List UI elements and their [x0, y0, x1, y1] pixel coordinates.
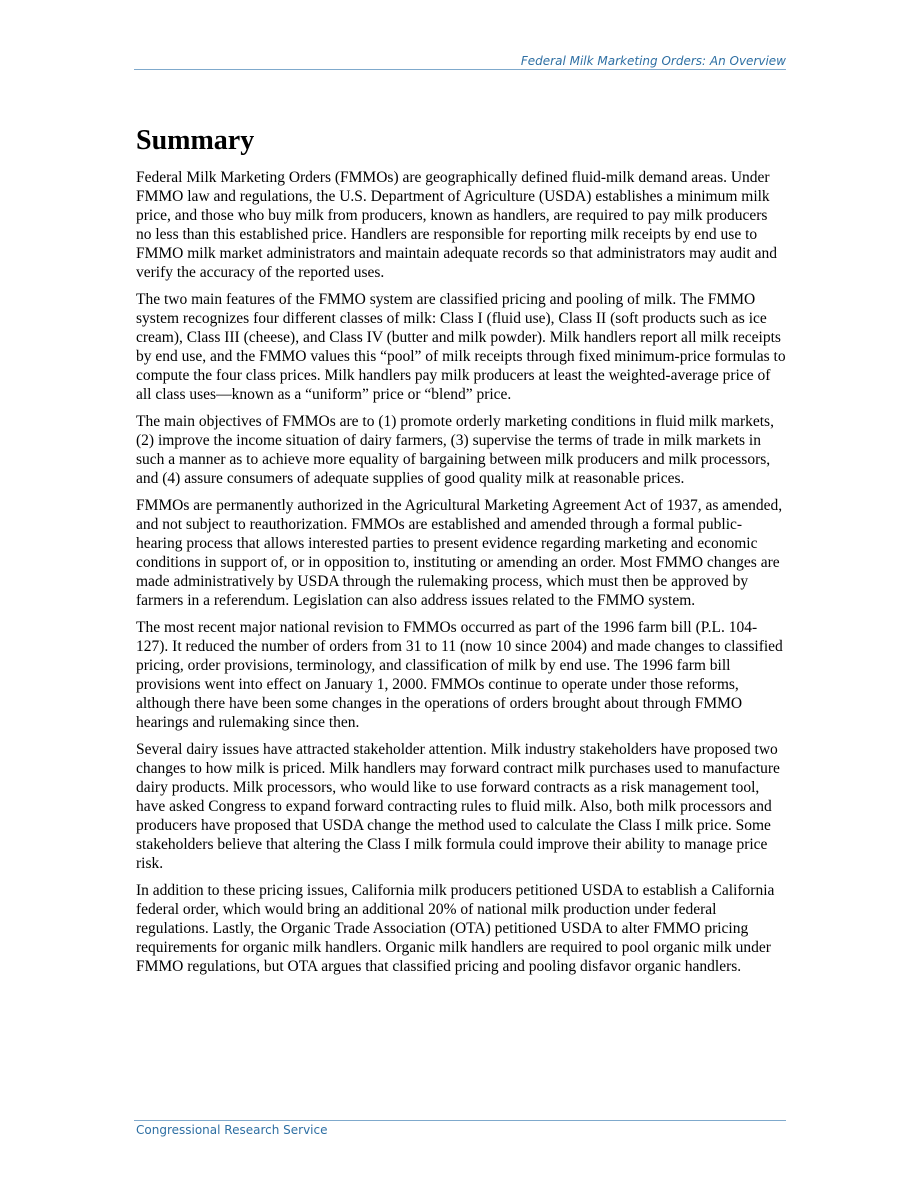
paragraph-1: Federal Milk Marketing Orders (FMMOs) are geographically defined fluid-milk demand areas. Under FMMO law and regulations, the U.S. Department of Agriculture (USDA) establishes a minimum milk price, and those who buy milk from producers, known as handlers, are required to pay milk producers no less than this established price. Handlers are responsible for reporting milk receipts by end use to FMMO milk market administrators and maintain adequate records so that administrators may audit and verify the accuracy of the reported uses. [136, 169, 777, 281]
running-footer: Congressional Research Service [136, 1123, 328, 1137]
section-heading: Summary [136, 125, 255, 156]
paragraph-4: FMMOs are permanently authorized in the Agricultural Marketing Agreement Act of 1937, as amended, and not subject to reauthorization. FMMOs are established and amended through a formal public-hearing process that allows interested parties to present evidence regarding marketing and economic conditions in support of, or in opposition to, instituting or amending an order. Most FMMO changes are made administratively by USDA through the rulemaking process, which must then be approved by farmers in a referendum. Legislation can also address issues related to the FMMO system. [136, 497, 783, 609]
paragraph-7: In addition to these pricing issues, California milk producers petitioned USDA to establish a California federal order, which would bring an additional 20% of national milk production under federal regulations. Lastly, the Organic Trade Association (OTA) petitioned USDA to alter FMMO pricing requirements for organic milk handlers. Organic milk handlers are required to pool organic milk under FMMO regulations, but OTA argues that classified pricing and pooling disfavor organic handlers. [136, 882, 775, 975]
header-divider [134, 69, 786, 70]
paragraph-3: The main objectives of FMMOs are to (1) promote orderly marketing conditions in fluid milk markets, (2) improve the income situation of dairy farmers, (3) supervise the terms of trade in milk markets in such a manner as to achieve more equality of bargaining between milk producers and milk processors, and (4) assure consumers of adequate supplies of good quality milk at reasonable prices. [136, 413, 774, 487]
running-header: Federal Milk Marketing Orders: An Overview [520, 54, 786, 68]
paragraph-2: The two main features of the FMMO system are classified pricing and pooling of milk. The FMMO system recognizes four different classes of milk: Class I (fluid use), Class II (soft products such as ice cream), Class III (cheese), and Class IV (butter and milk powder). Milk handlers report all milk receipts by end use, and the FMMO values this “pool” of milk receipts through fixed minimum-price formulas to compute the four class prices. Milk handlers pay milk producers at least the weighted-average price of all class uses—known as a “uniform” price or “blend” price. [136, 291, 786, 403]
paragraph-5: The most recent major national revision to FMMOs occurred as part of the 1996 farm bill (P.L. 104-127). It reduced the number of orders from 31 to 11 (now 10 since 2004) and made changes to classified pricing, order provisions, terminology, and classification of milk by end use. The 1996 farm bill provisions went into effect on January 1, 2000. FMMOs continue to operate under those reforms, although there have been some changes in the operations of orders brought about through FMMO hearings and rulemaking since then. [136, 619, 783, 731]
footer-divider [134, 1120, 786, 1121]
page-body [136, 124, 786, 984]
paragraph-6: Several dairy issues have attracted stakeholder attention. Milk industry stakeholders have proposed two changes to how milk is priced. Milk handlers may forward contract milk purchases used to manufacture dairy products. Milk processors, who would like to use forward contracts as a risk management tool, have asked Congress to expand forward contracting rules to fluid milk. Also, both milk processors and producers have proposed that USDA change the method used to calculate the Class I milk price. Some stakeholders believe that altering the Class I milk formula could improve their ability to manage price risk. [136, 741, 780, 872]
